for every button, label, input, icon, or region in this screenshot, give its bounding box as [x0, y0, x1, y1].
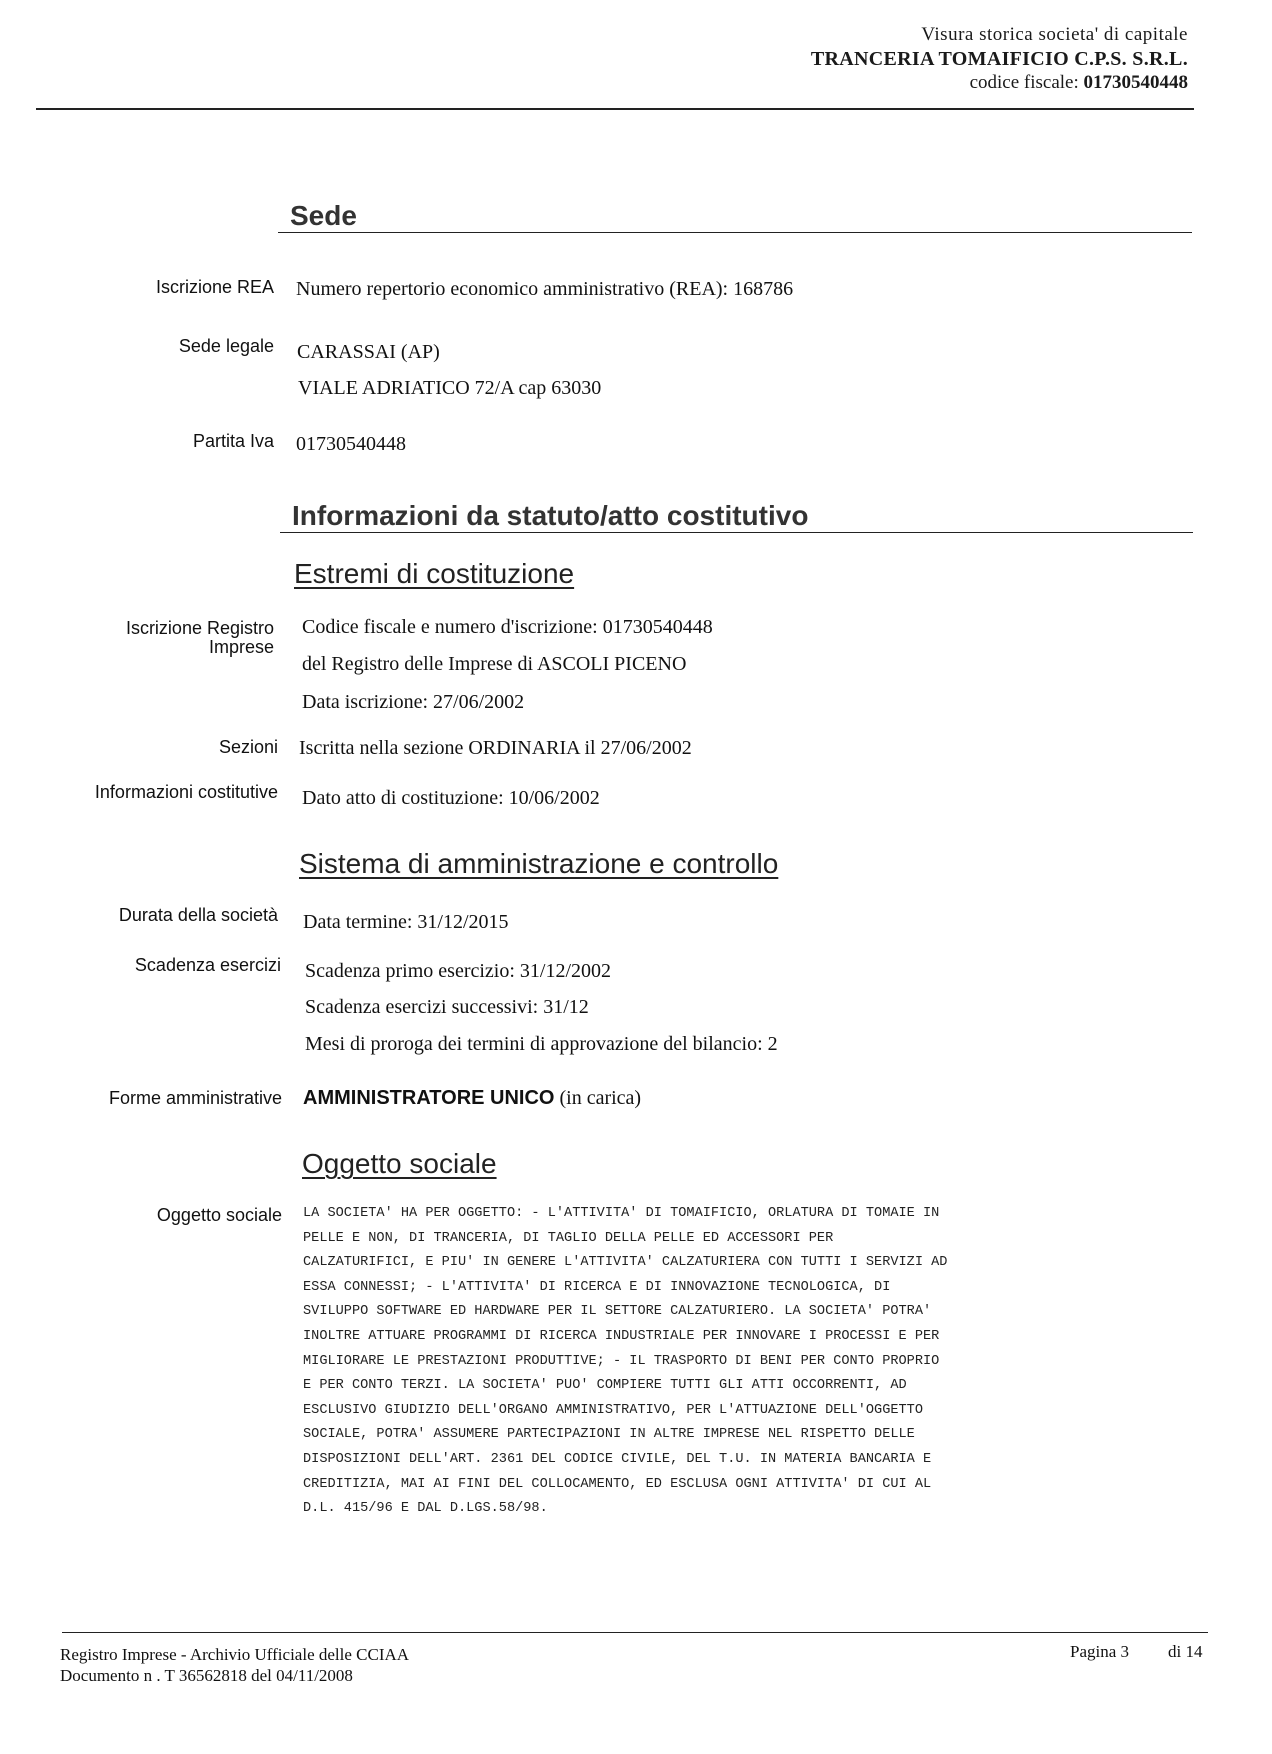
forme-amministrative-role: AMMINISTRATORE UNICO: [303, 1087, 555, 1109]
page-number: Pagina 3: [1070, 1642, 1130, 1661]
page-total: di 14: [1168, 1642, 1203, 1661]
header-divider: [36, 108, 1194, 110]
label-oggetto-sociale: Oggetto sociale: [156, 1205, 282, 1225]
document-type: Visura storica societa' di capitale: [921, 24, 1188, 45]
label-forme-amministrative: Forme amministrative: [108, 1088, 282, 1108]
oggetto-line: SVILUPPO SOFTWARE ED HARDWARE PER IL SETTORE CALZATURIERO. LA SOCIETA' POTRA': [303, 1304, 932, 1320]
oggetto-line: PELLE E NON, DI TRANCERIA, DI TAGLIO DELLA PELLE ED ACCESSORI PER: [303, 1230, 834, 1246]
oggetto-line: CREDITIZIA, MAI AI FINI DEL COLLOCAMENTO, ED ESCLUSA OGNI ATTIVITA' DI CUI AL: [303, 1476, 932, 1492]
oggetto-line: ESSA CONNESSI; - L'ATTIVITA' DI RICERCA E DI INNOVAZIONE TECNOLOGICA, DI: [303, 1279, 891, 1295]
value-costitutive: Dato atto di costituzione: 10/06/2002: [302, 787, 600, 809]
footer-archive: Registro Imprese - Archivio Ufficiale delle CCIAA: [60, 1645, 410, 1664]
oggetto-sociale-text: [303, 1202, 947, 1522]
oggetto-line: ESCLUSIVO GIUDIZIO DELL'ORGANO AMMINISTRATIVO, PER L'ATTUAZIONE DELL'OGGETTO: [303, 1402, 923, 1418]
company-name: TRANCERIA TOMAIFICIO C.P.S. S.R.L.: [810, 48, 1188, 70]
oggetto-line: D.L. 415/96 E DAL D.LGS.58/98.: [303, 1501, 548, 1517]
value-registro-codice: Codice fiscale e numero d'iscrizione: 01730540448: [302, 616, 713, 638]
fiscal-code-value: 01730540448: [1083, 72, 1188, 93]
footer-document-number: Documento n . T 36562818 del 04/11/2008: [60, 1666, 353, 1685]
oggetto-line: SOCIALE, POTRA' ASSUMERE PARTECIPAZIONI IN ALTRE IMPRESE NEL RISPETTO DELLE: [303, 1427, 915, 1443]
section-title-statuto: Informazioni da statuto/atto costitutivo: [292, 500, 809, 531]
label-scadenza-esercizi: Scadenza esercizi: [134, 955, 281, 975]
label-informazioni-costitutive: Informazioni costitutive: [94, 782, 278, 802]
value-registro-camera: del Registro delle Imprese di ASCOLI PICENO: [302, 653, 687, 675]
value-partita-iva: 01730540448: [296, 433, 406, 455]
label-iscrizione-registro-line1: Iscrizione Registro: [125, 618, 274, 638]
oggetto-line: DISPOSIZIONI DELL'ART. 2361 DEL CODICE CIVILE, DEL T.U. IN MATERIA BANCARIA E: [303, 1451, 932, 1467]
value-sezioni: Iscritta nella sezione ORDINARIA il 27/06/2002: [299, 737, 692, 759]
subsection-title-sistema: Sistema di amministrazione e controllo: [299, 848, 779, 879]
value-scadenza-primo: Scadenza primo esercizio: 31/12/2002: [305, 960, 612, 982]
value-scadenza-successivi: Scadenza esercizi successivi: 31/12: [305, 996, 589, 1018]
fiscal-code-line: [970, 72, 1188, 94]
label-durata: Durata della società: [118, 905, 278, 925]
fiscal-code-label: codice fiscale:: [969, 72, 1079, 93]
oggetto-line: LA SOCIETA' HA PER OGGETTO: - L'ATTIVITA' DI TOMAIFICIO, ORLATURA DI TOMAIE IN: [303, 1206, 940, 1221]
value-sede-legale-address: VIALE ADRIATICO 72/A cap 63030: [298, 377, 602, 399]
oggetto-line: CALZATURIFICI, E PIU' IN GENERE L'ATTIVITA' CALZATURIERA CON TUTTI I SERVIZI AD: [303, 1255, 948, 1271]
footer-divider: [62, 1632, 1208, 1633]
value-sede-legale-city: CARASSAI (AP): [297, 341, 440, 363]
value-durata: Data termine: 31/12/2015: [303, 911, 509, 933]
oggetto-line: INOLTRE ATTUARE PROGRAMMI DI RICERCA INDUSTRIALE PER INNOVARE I PROCESSI E PER: [303, 1328, 940, 1344]
section-title-sede: Sede: [290, 200, 357, 231]
label-iscrizione-registro-line2: Imprese: [208, 637, 274, 657]
subsection-title-estremi: Estremi di costituzione: [294, 558, 575, 589]
label-iscrizione-rea: Iscrizione REA: [155, 277, 274, 297]
forme-amministrative-status: (in carica): [554, 1087, 642, 1109]
value-registro-data: Data iscrizione: 27/06/2002: [302, 691, 525, 713]
oggetto-line: E PER CONTO TERZI. LA SOCIETA' PUO' COMPIERE TUTTI GLI ATTI OCCORRENTI, AD: [303, 1378, 907, 1394]
value-rea: Numero repertorio economico amministrativo (REA): 168786: [296, 278, 794, 300]
value-mesi-proroga: Mesi di proroga dei termini di approvazione del bilancio: 2: [305, 1033, 778, 1055]
value-forme-amministrative: [303, 1087, 641, 1110]
subsection-title-oggetto: Oggetto sociale: [302, 1148, 497, 1179]
label-partita-iva: Partita Iva: [192, 431, 274, 451]
oggetto-line: MIGLIORARE LE PRESTAZIONI PRODUTTIVE; - IL TRASPORTO DI BENI PER CONTO PROPRIO: [303, 1353, 940, 1369]
label-iscrizione-registro: [126, 619, 274, 657]
section-divider-sede: [278, 232, 1192, 233]
label-sede-legale: Sede legale: [178, 336, 274, 356]
label-sezioni: Sezioni: [218, 737, 278, 757]
section-divider-statuto: [280, 532, 1193, 533]
